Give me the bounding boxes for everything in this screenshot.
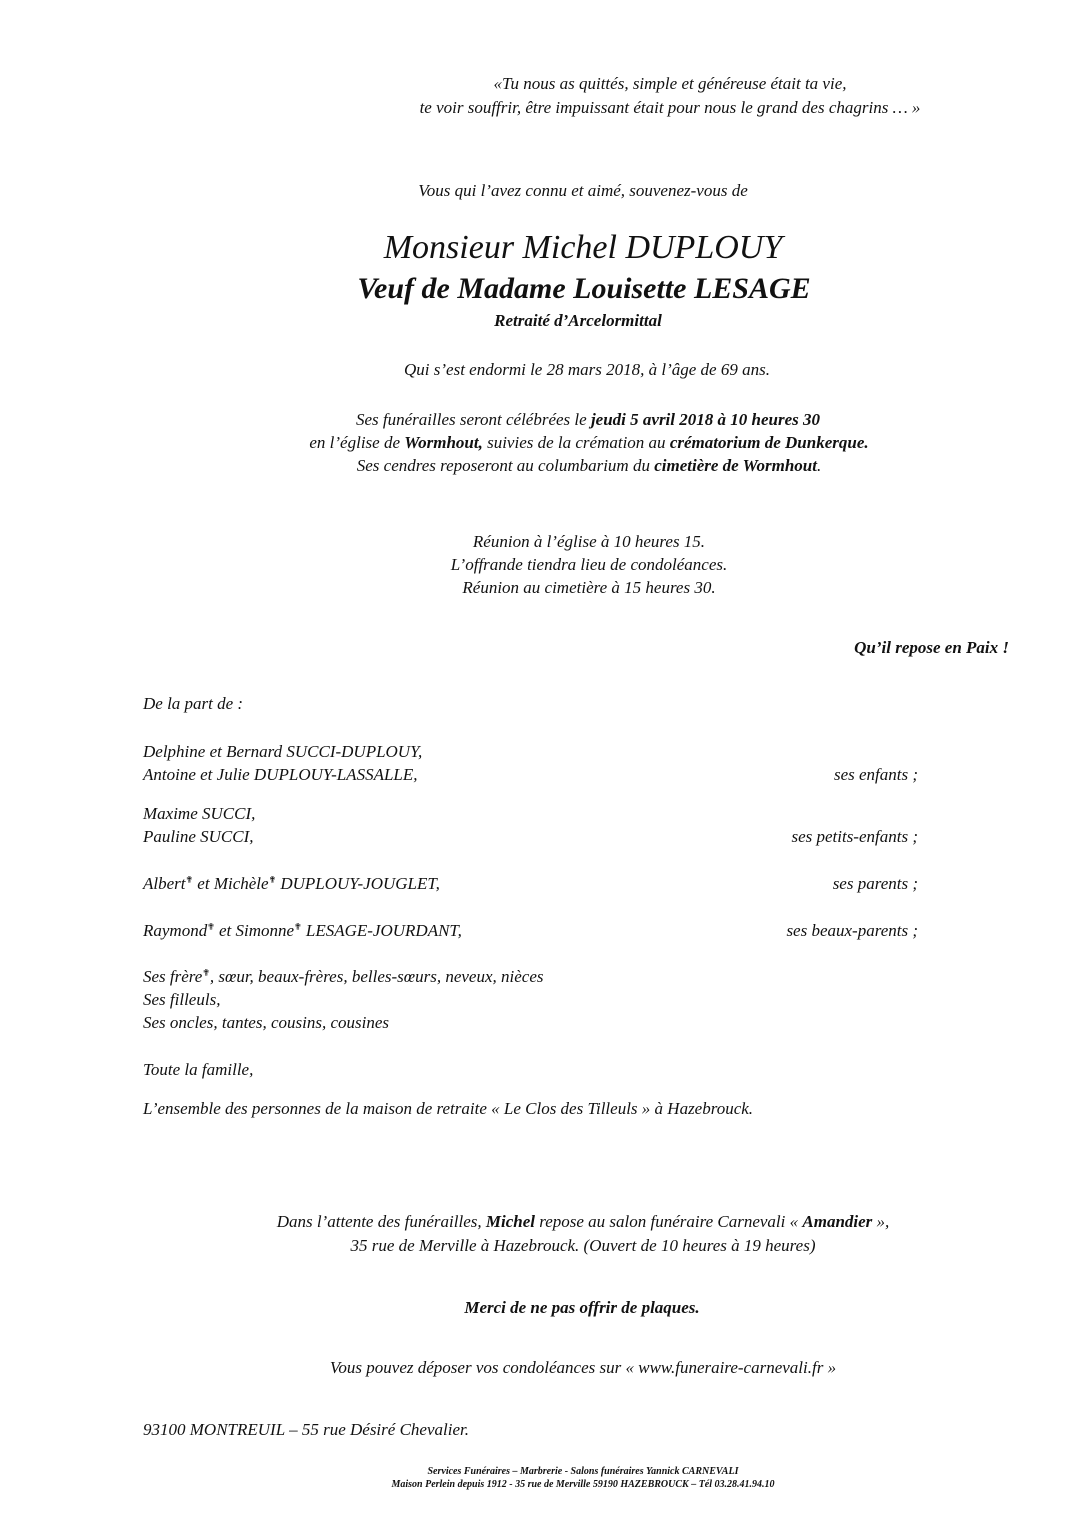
in-laws-relation: ses beaux-parents ;	[786, 921, 918, 940]
in-law-name: et Simonne	[214, 921, 295, 940]
whole-family-line: Toute la famille,	[143, 1060, 254, 1079]
retirement-home-line: L’ensemble des personnes de la maison de retraite « Le Clos des Tilleuls » à Hazebrouck.	[143, 1099, 754, 1118]
in-law-name: Raymond	[143, 921, 208, 940]
funeral-text: suivies de la crémation au	[482, 433, 670, 452]
cemetery-location: cimetière de Wormhout	[654, 456, 817, 475]
intro-text: Vous qui l’avez connu et aimé, souvenez-vous de	[418, 181, 748, 200]
salon-text: repose au salon funéraire Carnevali «	[534, 1212, 803, 1231]
children-relation: ses enfants ;	[833, 765, 918, 784]
deceased-occupation: Retraité d’Arcelormittal	[494, 311, 662, 330]
family-address: 93100 MONTREUIL – 55 rue Désiré Chevalier.	[143, 1420, 469, 1439]
funeral-text: Ses funérailles seront célébrées le	[356, 410, 591, 429]
funeral-line-3	[0, 454, 1075, 477]
in-laws-surname: LESAGE-JOURDANT,	[301, 921, 462, 940]
children-line-2: Antoine et Julie DUPLOUY-LASSALLE,	[143, 765, 418, 784]
siblings-text: , sœur, beaux-frères, belles-sœurs, neveux, nièces	[209, 967, 544, 986]
cross-icon: ✟	[268, 874, 277, 885]
parent-name: et Michèle	[193, 874, 269, 893]
meeting-line-2: L’offrande tiendra lieu de condoléances.	[450, 555, 728, 574]
parents-line	[143, 872, 440, 895]
children-line-1: Delphine et Bernard SUCCI-DUPLOUY,	[143, 742, 423, 761]
grandchildren-line-2: Pauline SUCCI,	[143, 827, 254, 846]
salon-line-2: 35 rue de Merville à Hazebrouck. (Ouvert de 10 heures à 19 heures)	[350, 1236, 816, 1255]
parent-name: Albert	[143, 874, 186, 893]
cousins-line: Ses oncles, tantes, cousins, cousines	[143, 1013, 389, 1032]
first-name: Michel	[485, 1212, 535, 1231]
footer-line-2: Maison Perlein depuis 1912 - 35 rue de Merville 59190 HAZEBROUCK – Tél 03.28.41.94.10	[391, 1479, 775, 1490]
cross-icon: ✟	[294, 921, 302, 932]
quote-line-2: te voir souffrir, être impuissant était pour nous le grand des chagrins … »	[419, 98, 921, 117]
salon-text: »,	[872, 1212, 890, 1231]
deceased-name: Monsieur Michel DUPLOUY	[383, 229, 783, 266]
funeral-text: .	[816, 456, 822, 475]
church-location: Wormhout,	[404, 433, 483, 452]
deceased-spouse: Veuf de Madame Louisette LESAGE	[357, 272, 811, 305]
condolences-notice: Vous pouvez déposer vos condoléances sur « www.funeraire-carnevali.fr »	[329, 1358, 837, 1377]
funeral-text: Ses cendres reposeront au columbarium du	[356, 456, 655, 475]
siblings-text: Ses frère	[143, 967, 203, 986]
salon-room: Amandier	[802, 1212, 873, 1231]
salon-text: Dans l’attente des funérailles,	[276, 1212, 486, 1231]
grandchildren-line-1: Maxime SUCCI,	[143, 804, 256, 823]
in-laws-line	[143, 919, 462, 942]
parents-surname: DUPLOUY-JOUGLET,	[276, 874, 440, 893]
crematorium-location: crématorium de Dunkerque.	[669, 433, 869, 452]
meeting-line-1: Réunion à l’église à 10 heures 15.	[472, 532, 706, 551]
no-plaques-notice: Merci de ne pas offrir de plaques.	[464, 1298, 700, 1317]
rest-in-peace: Qu’il repose en Paix !	[854, 638, 1009, 657]
cross-icon: ✟	[202, 967, 210, 978]
grandchildren-relation: ses petits-enfants ;	[791, 827, 918, 846]
cross-icon: ✟	[207, 921, 215, 932]
from-label: De la part de :	[143, 694, 244, 713]
death-notice: Qui s’est endormi le 28 mars 2018, à l’âge de 69 ans.	[404, 360, 770, 379]
siblings-line	[143, 965, 544, 988]
funeral-date: jeudi 5 avril 2018 à 10 heures 30	[590, 410, 820, 429]
funeral-line-1	[0, 408, 1075, 431]
footer-line-1: Services Funéraires – Marbrerie - Salons funéraires Yannick CARNEVALI	[427, 1466, 739, 1477]
parents-relation: ses parents ;	[832, 874, 918, 893]
funeral-text: en l’église de	[309, 433, 405, 452]
quote-line-1: «Tu nous as quittés, simple et généreuse était ta vie,	[493, 74, 847, 93]
funeral-line-2	[0, 431, 1075, 454]
salon-line-1	[0, 1210, 1075, 1233]
cross-icon: ✟	[185, 874, 194, 885]
godchildren-line: Ses filleuls,	[143, 990, 221, 1009]
meeting-line-3: Réunion au cimetière à 15 heures 30.	[462, 578, 716, 597]
